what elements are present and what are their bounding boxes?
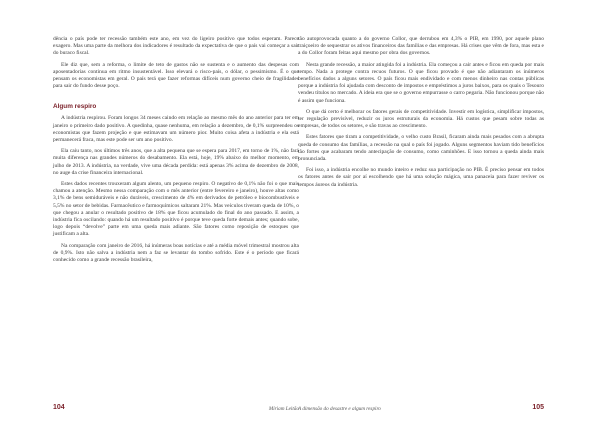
- left-paragraph-1: dência o país pode ter recessão também este ano, em vez do ligeiro positivo que todos esperam. Parece exagero. Mas uma parte da melhora dos indicadores é resultado da expectativa de que o país vai começar a sair do buraco fiscal.: [53, 36, 299, 57]
- left-page: [53, 36, 299, 264]
- right-paragraph-4: Estes fatores que tiram a competitividade, o velho custo Brasil, ficaram ainda mais pesados com a abrupta queda de consumo das famílias, a recessão na qual o país foi jogado. Alguns segmentos haviam tido benefícios tão fortes que acabaram tendo antecipação de consumo, como caminhões. E isso tornou a queda ainda mais pronunciada.: [298, 134, 544, 163]
- page-number-right: 105: [532, 404, 544, 411]
- section-heading: Algum respiro: [53, 103, 97, 111]
- right-page: [298, 36, 544, 189]
- running-head-right: A dimensão do desastre e algum respiro: [298, 406, 381, 412]
- left-footer: [53, 405, 299, 417]
- page-number-left: 104: [53, 404, 65, 411]
- left-paragraph-4: Ela caiu tanto, nos últimos três anos, que a alta pequena que se espera para 2017, em torno de 1%, não fará muita diferença nas grandes números do desabamento. Ela está, hoje, 19% abaixo do melhor momento, em julho de 2013. A indústria, na verdade, vive uma década perdida: está apenas 3% acima de dezembro de 2008, no auge da crise financeira internacional.: [53, 148, 299, 176]
- left-paragraph-6: Na comparação com janeiro de 2016, há inúmeras boas notícias e até a média móvel trimestral mostrou alta de 0,9%. Isto não salva a indústria nem a faz se levantar do tombo sofrido. Este é o período que ficará conhecido como a grande recessão brasileira,: [53, 242, 299, 264]
- left-paragraph-3: A indústria respirou. Foram longos 34 meses caindo em relação ao mesmo mês do ano anterior para ter em janeiro o primeiro dado positivo. A quedinha, quase nenhuma, em relação a dezembro, de 0,1% surpreendeu os economistas que fazem projeção e que estimavam um número pior. Muito coisa afeta a indústria e ela está permanecerá fraca, mas este pode ser um ano positivo.: [53, 115, 299, 144]
- left-paragraph-2: Ele diz que, sem a reforma, o limite de teto de gastos não se sustenta e o aumento das despesas com aposentadorias continua em ritmo insustentável. Isso elevará o risco-país, o dólar, o pessimismo. É o que pensam os economistas em geral. O país terá que fazer reformas difíceis num governo cheio de fragilidades para sair do fundo desse poço.: [53, 61, 299, 90]
- running-head-left: Míriam Leitão: [268, 406, 299, 412]
- right-paragraph-5: Foi isso, a indústria encolhe no mundo inteiro e reduz sua participação no PIB. É preciso pensar em todos os fatores antes de sair por aí escolhendo que há uma solução mágica, uma panaceia para fazer reviver os tempos áureos da indústria.: [298, 167, 544, 188]
- right-paragraph-3: O que dá certo é melhorar os fatores gerais de competitividade. Investir em logística, simplificar impostos, ter regulação previsível, reduzir os juros estruturais da economia. Há custos que pesam sobre todas as empresas, de todos os setores, e são travas ao crescimento.: [298, 108, 544, 130]
- left-paragraph-5: Estes dados recentes trouxeram algum alento, um pequeno respiro. O negativo de 0,1% não foi o que mais chamou a atenção. Mesmo nessa comparação com o mês anterior (entre fevereiro e janeiro), houve altas como 3,1% de bens semiduráveis e não duráveis, crescimento de 4% em derivados de petróleo e biocombustíveis e 5,5% no setor de bebidas. Farmacêutico e farmoquímicos saltaram 21%. Mas veículos tiveram queda de 10%, o que chegou a anular o resultado positivo de 18% que ficou acumulado do final do ano passado. E assim, a indústria fica oscilando: quando há um resultado positivo é porque teve queda forte demais antes; quando sobe, logo depois “devolve” parte em uma queda mais adiante. São fatores como reposição de estoques que justificam a alta.: [53, 181, 299, 238]
- right-paragraph-2: Nesta grande recessão, a maior atingida foi a indústria. Ela começou a cair antes e ficou em queda por mais tempo. Nada a protege contra recuos futuros. O que ficou provado é que não adiantaram os inúmeros benefícios dados a alguns setores. O país ficou mais endividado e com menos dinheiro nas contas públicas porque a indústria foi ajudada com desconto de impostos e empréstimos a juros baixos, para os quais o Tesouro vendeu títulos no mercado. A ideia era que se o governo empurrasse o carro pegaria. Não funcionou porque não é assim que funciona.: [298, 61, 544, 104]
- right-footer: [298, 405, 544, 417]
- right-paragraph-1: tão autoprovocada quanto a do governo Collor, que derrubou em 4,3% o PIB, em 1990, por aquele plano traiçoeiro de sequestrar os ativos financeiros das famílias e das empresas. Há crises que vêm de fora, mas esta e a do Collor foram feitas aqui mesmo por obra dos governos.: [298, 36, 544, 57]
